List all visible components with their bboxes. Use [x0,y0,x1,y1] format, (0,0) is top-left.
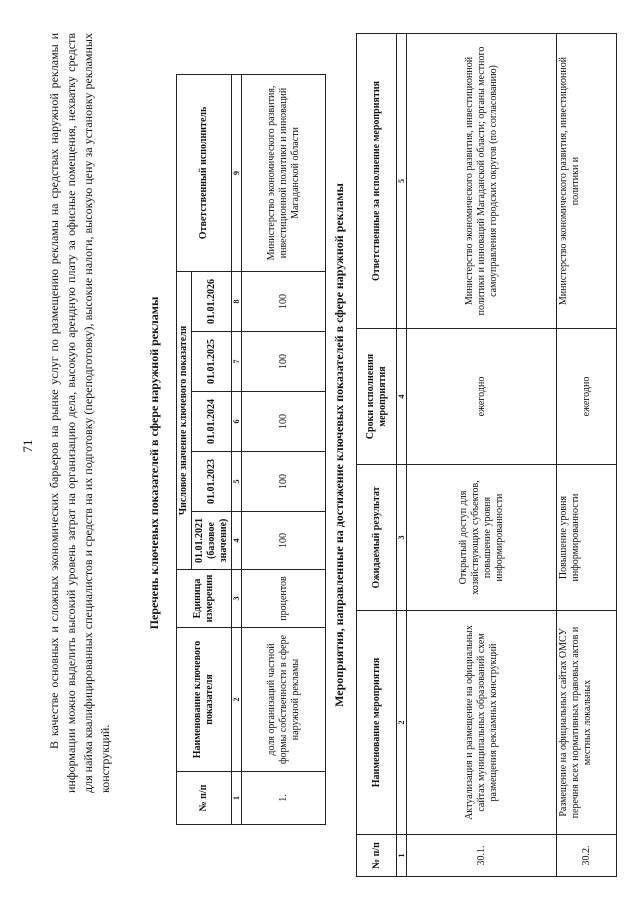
t2-colnum: 5 [397,34,407,329]
t1-row-2021: 100 [242,512,326,570]
table-row [242,74,326,824]
t2-row-num: 30.2. [557,835,617,877]
t1-colnum: 1 [232,772,242,825]
t2-row-name: Актуализация и размещение на официальных сайтах муниципальных образований схем размещения рекламных конструкций [407,611,557,835]
t1-header-2025: 01.01.2025 [192,332,232,392]
t1-colnum: 2 [232,628,242,772]
t1-row-2025: 100 [242,332,326,392]
t2-row-num: 30.1. [407,835,557,877]
t2-row-deadline: ежегодно [407,329,557,465]
t1-header-2023: 01.01.2023 [192,452,232,512]
table-row [557,34,617,877]
table2-title: Мероприятия, направленные на достижение ключевых показателей в сфере наружной рекламы [332,183,346,707]
t1-colnum: 9 [232,74,242,271]
t1-row-2023: 100 [242,452,326,512]
t1-colnum: 8 [232,271,242,331]
t1-header-2024: 01.01.2024 [192,392,232,452]
t2-colnum: 2 [397,611,407,835]
t1-header-name: Наименование ключевого показателя [177,628,232,772]
t2-row-result: Открытый доступ для хозяйствующих субъектов, повышение уровня информированности [407,465,557,611]
t2-header-responsible: Ответственные за исполнение мероприятия [357,34,397,329]
t2-row-result: Повышение уровня информированности [557,465,617,611]
t2-colnum: 1 [397,835,407,877]
t2-row-responsible: Министерство экономического развития, инвестиционной политики и инноваций Магаданской области; органы местного самоуправления городских округов (по согласованию) [407,34,557,329]
t1-header-2026: 01.01.2026 [192,271,232,331]
t2-colnum: 4 [397,329,407,465]
t1-header-unit: Единица измерения [177,570,232,628]
t2-header-num: № п/п [357,835,397,877]
t1-row-num: 1. [242,772,326,825]
t1-header-responsible: Ответственный исполнитель [177,74,232,271]
t2-row-responsible: Министерство экономического развития, инвестиционной политики и [557,34,617,329]
t1-row-2026: 100 [242,271,326,331]
t1-row-name: доля организаций частной формы собственности в сфере наружной рекламы [242,628,326,772]
key-indicators-table [176,74,326,825]
t2-header-result: Ожидаемый результат [357,465,397,611]
table1-title: Перечень ключевых показателей в сфере наружной рекламы [147,296,161,630]
t1-colnum: 6 [232,392,242,452]
t2-row-name: Размещение на официальных сайтах ОМСУ перечня всех нормативных правовых актов и местных локальных [557,611,617,835]
t1-row-responsible: Министерство экономического развития, инвестиционной политики и инноваций Магаданской области [242,74,326,271]
t1-row-2024: 100 [242,392,326,452]
t2-header-deadline: Сроки исполнения мероприятия [357,329,397,465]
t1-header-2021: 01.01.2021 (базовое значение) [192,512,232,570]
t1-colnum: 7 [232,332,242,392]
table-row [407,34,557,877]
page-number: 71 [20,439,35,453]
t1-header-num: № п/п [177,772,232,825]
intro-paragraph: В качестве основных и сложных экономических барьеров на рынке услуг по размещению рекламы на средствах наружной рекламы и информации можно выделить высокий уровень затрат на организацию дела, высокую арендную плату за офисные помещения, нехватку средств для найма квалифицированных специалистов и средств на их подготовку (переподготовку), высокие налоги, высокую цену за установку рекламных конструкций. [47,33,112,793]
t2-row-deadline: ежегодно [557,329,617,465]
t1-row-unit: процентов [242,570,326,628]
t2-colnum: 3 [397,465,407,611]
t1-colnum: 3 [232,570,242,628]
measures-table [356,33,617,877]
t1-colnum: 4 [232,512,242,570]
t1-header-values-group: Числовое значение ключевого показателя [177,271,192,569]
t2-header-name: Наименование мероприятия [357,611,397,835]
t1-colnum: 5 [232,452,242,512]
